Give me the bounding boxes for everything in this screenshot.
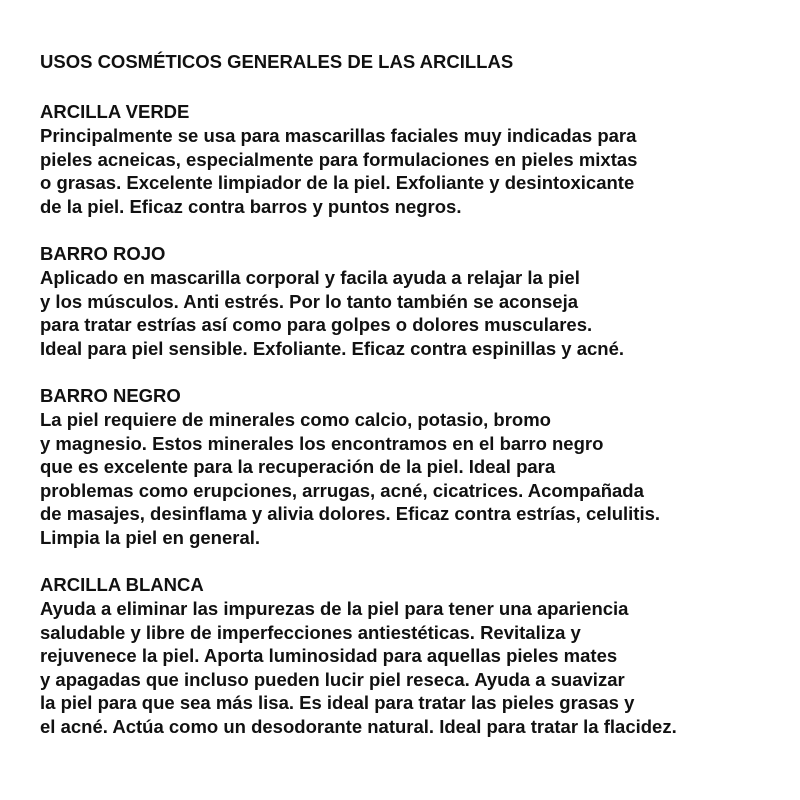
document [40,50,785,762]
section-line: La piel requiere de minerales como calcio, potasio, bromo [40,409,551,430]
section-line: de la piel. Eficaz contra barros y puntos negros. [40,195,462,217]
section-line: y apagadas que incluso pueden lucir piel reseca. Ayuda a suavizar [40,668,625,690]
section-line: de masajes, desinflama y alivia dolores. Eficaz contra estrías, celulitis. [40,503,661,524]
section-line: pieles acneicas, especialmente para formulaciones en pieles mixtas [40,148,638,170]
section-line: y los músculos. Anti estrés. Por lo tanto también se aconseja [40,290,579,312]
section-heading: BARRO NEGRO [40,385,181,406]
section-barro-negro [40,384,785,549]
section-line: rejuvenece la piel. Aporta luminosidad para aquellas pieles mates [40,645,618,666]
section-line: la piel para que sea más lisa. Es ideal para tratar las pieles grasas y [40,692,635,713]
section-heading: ARCILLA VERDE [40,101,190,122]
section-line: para tratar estrías así como para golpes o dolores musculares. [40,314,593,335]
section-line: problemas como erupciones, arrugas, acné, cicatrices. Acompañada [40,479,644,501]
section-heading: ARCILLA BLANCA [40,574,204,595]
section-arcilla-verde [40,100,785,218]
section-line: el acné. Actúa como un desodorante natural. Ideal para tratar la flacidez. [40,715,677,737]
section-line: Limpia la piel en general. [40,526,261,548]
section-line: o grasas. Excelente limpiador de la piel. Exfoliante y desintoxicante [40,172,635,193]
document-title: USOS COSMÉTICOS GENERALES DE LAS ARCILLAS [40,51,514,72]
section-line: saludable y libre de imperfecciones antiestéticas. Revitaliza y [40,621,581,643]
section-line: Ideal para piel sensible. Exfoliante. Eficaz contra espinillas y acné. [40,337,625,359]
section-line: Principalmente se usa para mascarillas faciales muy indicadas para [40,125,637,146]
section-barro-rojo [40,242,785,360]
section-line: Ayuda a eliminar las impurezas de la piel para tener una apariencia [40,598,629,619]
section-line: que es excelente para la recuperación de la piel. Ideal para [40,456,556,477]
section-line: Aplicado en mascarilla corporal y facila ayuda a relajar la piel [40,267,580,288]
section-arcilla-blanca [40,573,785,738]
section-line: y magnesio. Estos minerales los encontramos en el barro negro [40,432,604,454]
section-heading: BARRO ROJO [40,243,166,264]
